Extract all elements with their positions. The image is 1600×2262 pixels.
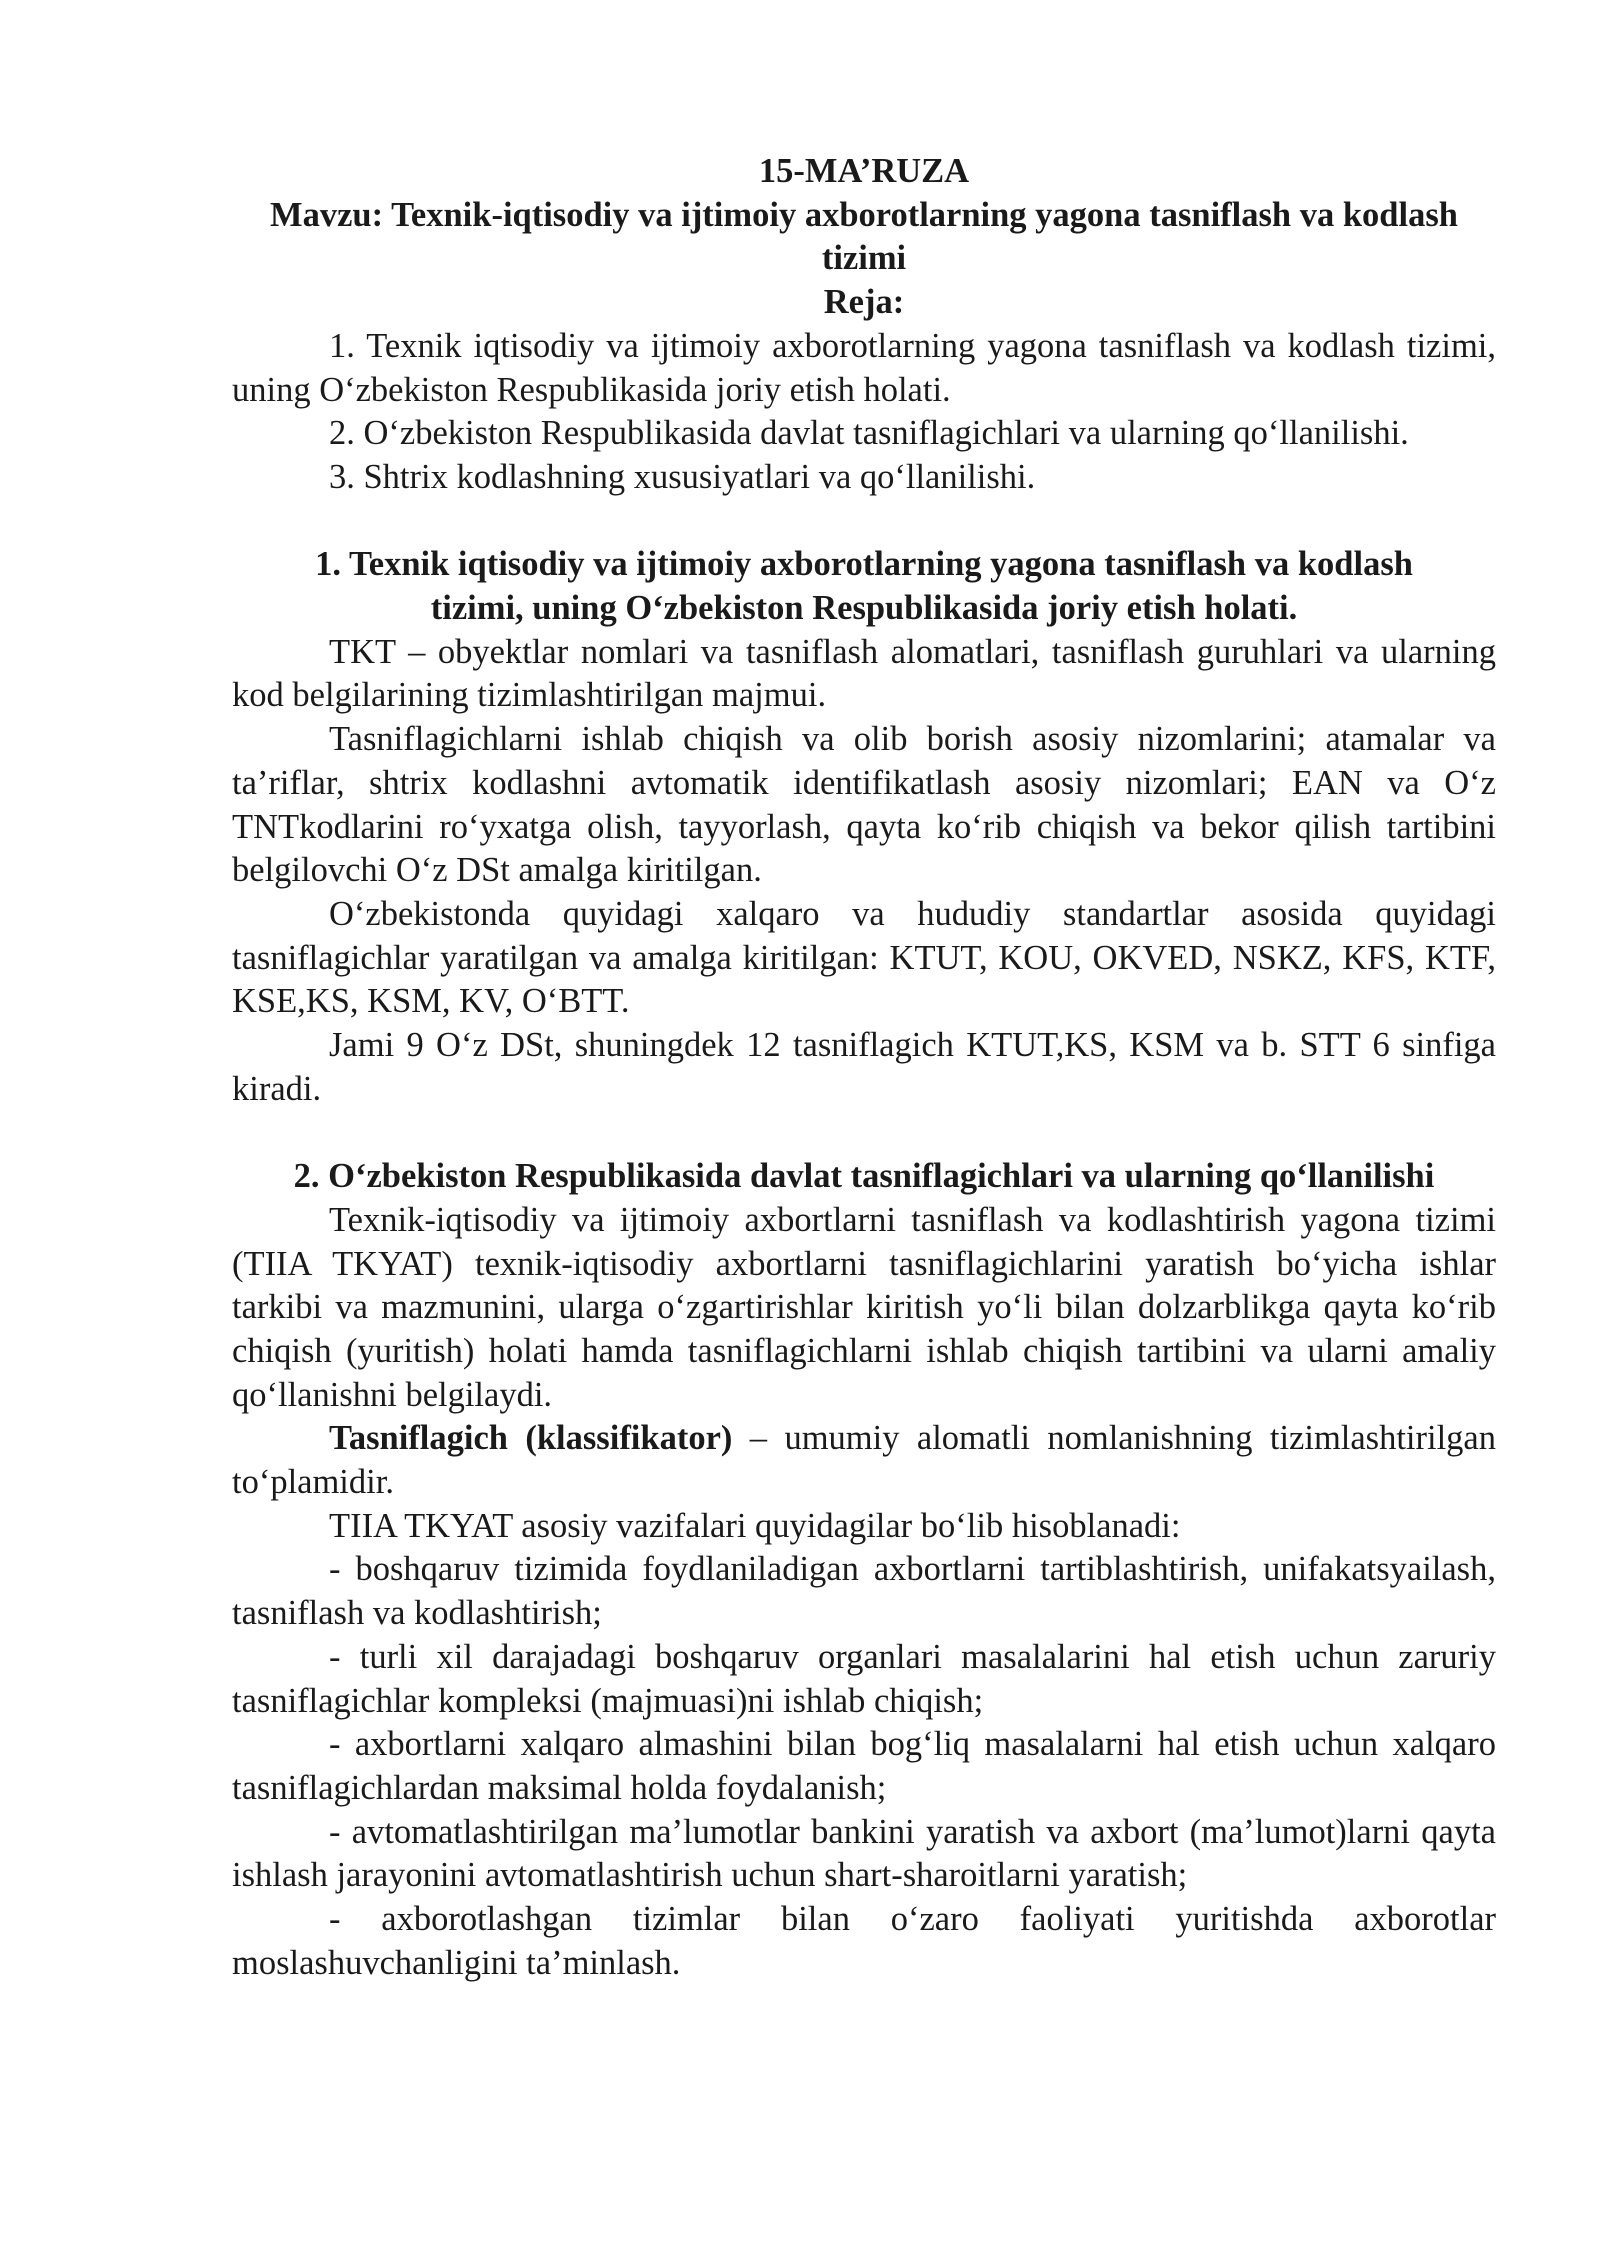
- task-item-3: - axbortlarni xalqaro almashini bilan bog‘liq masalalarni hal etish uchun xalqaro tasniflagichlardan maksimal holda foydalanish;: [232, 1725, 1496, 1807]
- plan-item-1: 1. Texnik iqtisodiy va ijtimoiy axborotlarning yagona tasniflash va kodlash tizimi, uning O‘zbekiston Respublikasida joriy etish holati.: [232, 326, 1496, 409]
- lecture-number: 15-MA’RUZA: [758, 152, 970, 190]
- tasks-intro: TIIA TKYAT asosiy vazifalari quyidagilar bo‘lib hisoblanadi:: [329, 1506, 1181, 1545]
- section-1-paragraph-3: O‘zbekistonda quyidagi xalqaro va hududiy standartlar asosida quyidagi tasniflagichlar yaratilgan va amalga kiritilgan: KTUT, KOU, OKVED, NSKZ, KFS, KTF, KSE,KS, KSM, KV, O‘BTT.: [232, 894, 1496, 1021]
- plan-title: Reja:: [823, 283, 905, 322]
- definition-text: – umumiy alomatli nomlanishning tizimlashtirilgan to‘plamidir.: [232, 1419, 1496, 1502]
- lecture-topic: Mavzu: Texnik-iqtisodiy va ijtimoiy axborotlarning yagona tasniflash va kodlash tizimi: [270, 195, 1458, 278]
- task-item-5: - axborotlashgan tizimlar bilan o‘zaro faoliyati yuritishda axborotlar moslashuvchanligini ta’minlash.: [232, 1900, 1496, 1982]
- definition-paragraph: [232, 1417, 1496, 1504]
- plan-item-3: 3. Shtrix kodlashning xususiyatlari va qo‘llanilishi.: [329, 457, 1036, 496]
- section-1-paragraph-4: Jami 9 O‘z DSt, shuningdek 12 tasniflagich KTUT,KS, KSM va b. STT 6 sinfiga kiradi.: [232, 1026, 1496, 1108]
- section-1-paragraph-1: TKT – obyektlar nomlari va tasniflash alomatlari, tasniflash guruhlari va ularning kod belgilarining tizimlashtirilgan majmui.: [232, 632, 1496, 715]
- definition-term: Tasniflagich (klassifikator): [329, 1419, 733, 1458]
- task-item-2: - turli xil darajadagi boshqaruv organlari masalalarini hal etish uchun zaruriy tasniflagichlar kompleksi (majmuasi)ni ishlab chiqish;: [232, 1637, 1496, 1720]
- section-1-paragraph-2: Tasniflagichlarni ishlab chiqish va olib borish asosiy nizomlarini; atamalar va ta’riflar, shtrix kodlashni avtomatik identifikatlash asosiy nizomlari; EAN va O‘z TNTkodlarini ro‘yxatga olish, tayyorlash, qayta ko‘rib chiqish va bekor qilish tartibini belgilovchi O‘z DSt amalga kiritilgan.: [232, 720, 1496, 890]
- spacer: [232, 1111, 1496, 1155]
- spacer: [232, 500, 1496, 544]
- section-2-intro: Texnik-iqtisodiy va ijtimoiy axbortlarni tasniflash va kodlashtirish yagona tizimi (TIIA TKYAT) texnik-iqtisodiy axbortlarni tasniflagichlarini yaratish bo‘yicha ishlar tarkibi va mazmunini, ularga o‘zgartirishlar kiritish yo‘li bilan dolzarblikga qayta ko‘rib chiqish (yuritish) holati hamda tasniflagichlarni ishlab chiqish tartibini va ularni amaliy qo‘llanishni belgilaydi.: [232, 1200, 1496, 1414]
- section-1-heading: 1. Texnik iqtisodiy va ijtimoiy axborotlarning yagona tasniflash va kodlash tizimi, uning O‘zbekiston Respublikasida joriy etish holati.: [315, 545, 1413, 628]
- document-page: [232, 150, 1496, 1986]
- task-item-1: - boshqaruv tizimida foydlaniladigan axbortlarni tartiblashtirish, unifakatsyailash, tasniflash va kodlashtirish;: [232, 1550, 1496, 1633]
- task-item-4: - avtomatlashtirilgan ma’lumotlar bankini yaratish va axbort (ma’lumot)larni qayta ishlash jarayonini avtomatlashtirish uchun shart-sharoitlarni yaratish;: [232, 1812, 1496, 1895]
- plan-item-2: 2. O‘zbekiston Respublikasida davlat tasniflagichlari va ularning qo‘llanilishi.: [329, 414, 1409, 453]
- section-2-heading: 2. O‘zbekiston Respublikasida davlat tasniflagichlari va ularning qo‘llanilishi: [293, 1157, 1435, 1196]
